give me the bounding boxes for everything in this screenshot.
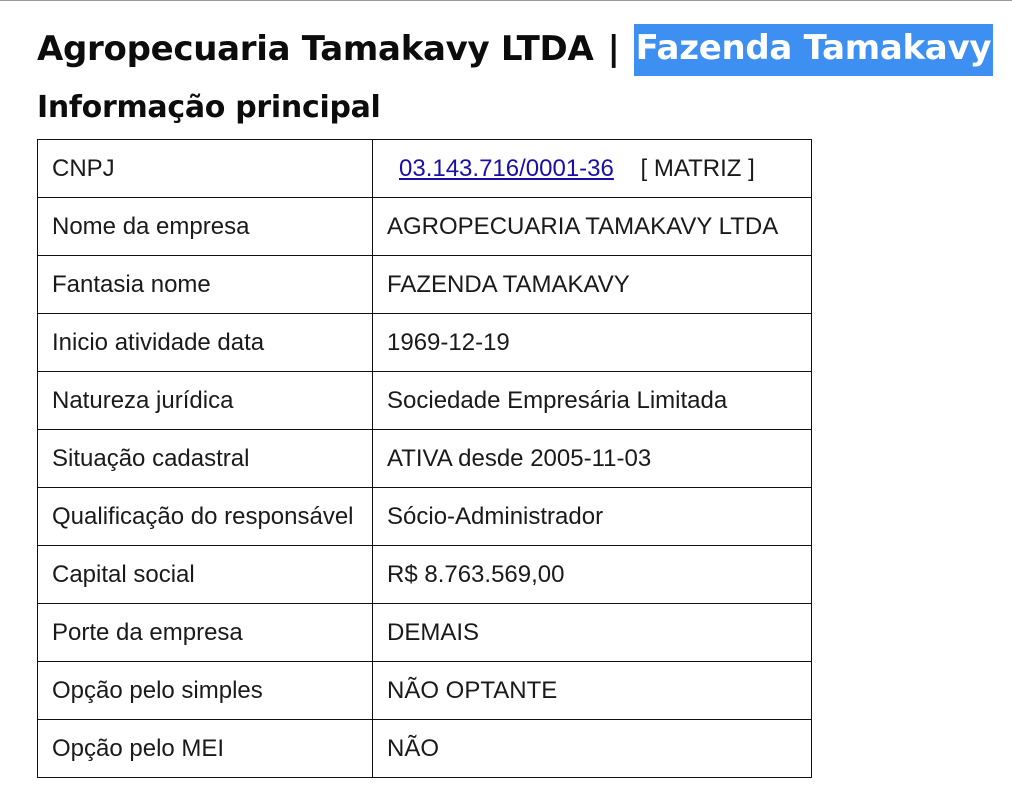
row-value: NÃO OPTANTE	[373, 662, 812, 720]
table-row-cnpj	[38, 140, 812, 198]
row-label: Porte da empresa	[38, 604, 373, 662]
row-value: NÃO	[373, 720, 812, 778]
table-row	[38, 198, 812, 256]
table-row	[38, 662, 812, 720]
top-divider	[0, 0, 1012, 1]
company-name-title: Agropecuaria Tamakavy LTDA	[37, 28, 594, 69]
row-value: DEMAIS	[373, 604, 812, 662]
row-value: Sócio-Administrador	[373, 488, 812, 546]
row-value: ATIVA desde 2005-11-03	[373, 430, 812, 488]
row-label-cnpj: CNPJ	[38, 140, 373, 198]
row-value: FAZENDA TAMAKAVY	[373, 256, 812, 314]
row-label: Opção pelo MEI	[38, 720, 373, 778]
table-row	[38, 314, 812, 372]
company-info-table	[37, 139, 812, 778]
row-value: Sociedade Empresária Limitada	[373, 372, 812, 430]
cnpj-type-label: [ MATRIZ ]	[640, 154, 755, 182]
table-row	[38, 546, 812, 604]
table-row	[38, 604, 812, 662]
table-row	[38, 430, 812, 488]
row-value: 1969-12-19	[373, 314, 812, 372]
section-heading: Informação principal	[37, 90, 381, 125]
cnpj-link[interactable]: 03.143.716/0001-36	[399, 154, 614, 182]
table-row	[38, 372, 812, 430]
page-title	[37, 23, 993, 75]
row-value: R$ 8.763.569,00	[373, 546, 812, 604]
row-value: AGROPECUARIA TAMAKAVY LTDA	[373, 198, 812, 256]
table-row	[38, 488, 812, 546]
fantasy-name-highlight[interactable]: Fazenda Tamakavy	[634, 24, 994, 76]
row-label: Opção pelo simples	[38, 662, 373, 720]
row-label: Nome da empresa	[38, 198, 373, 256]
title-separator: |	[607, 28, 620, 69]
row-label: Qualificação do responsável	[38, 488, 373, 546]
row-value-cnpj	[373, 140, 812, 198]
table-row	[38, 720, 812, 778]
row-label: Capital social	[38, 546, 373, 604]
row-label: Situação cadastral	[38, 430, 373, 488]
table-row	[38, 256, 812, 314]
row-label: Natureza jurídica	[38, 372, 373, 430]
row-label: Inicio atividade data	[38, 314, 373, 372]
row-label: Fantasia nome	[38, 256, 373, 314]
